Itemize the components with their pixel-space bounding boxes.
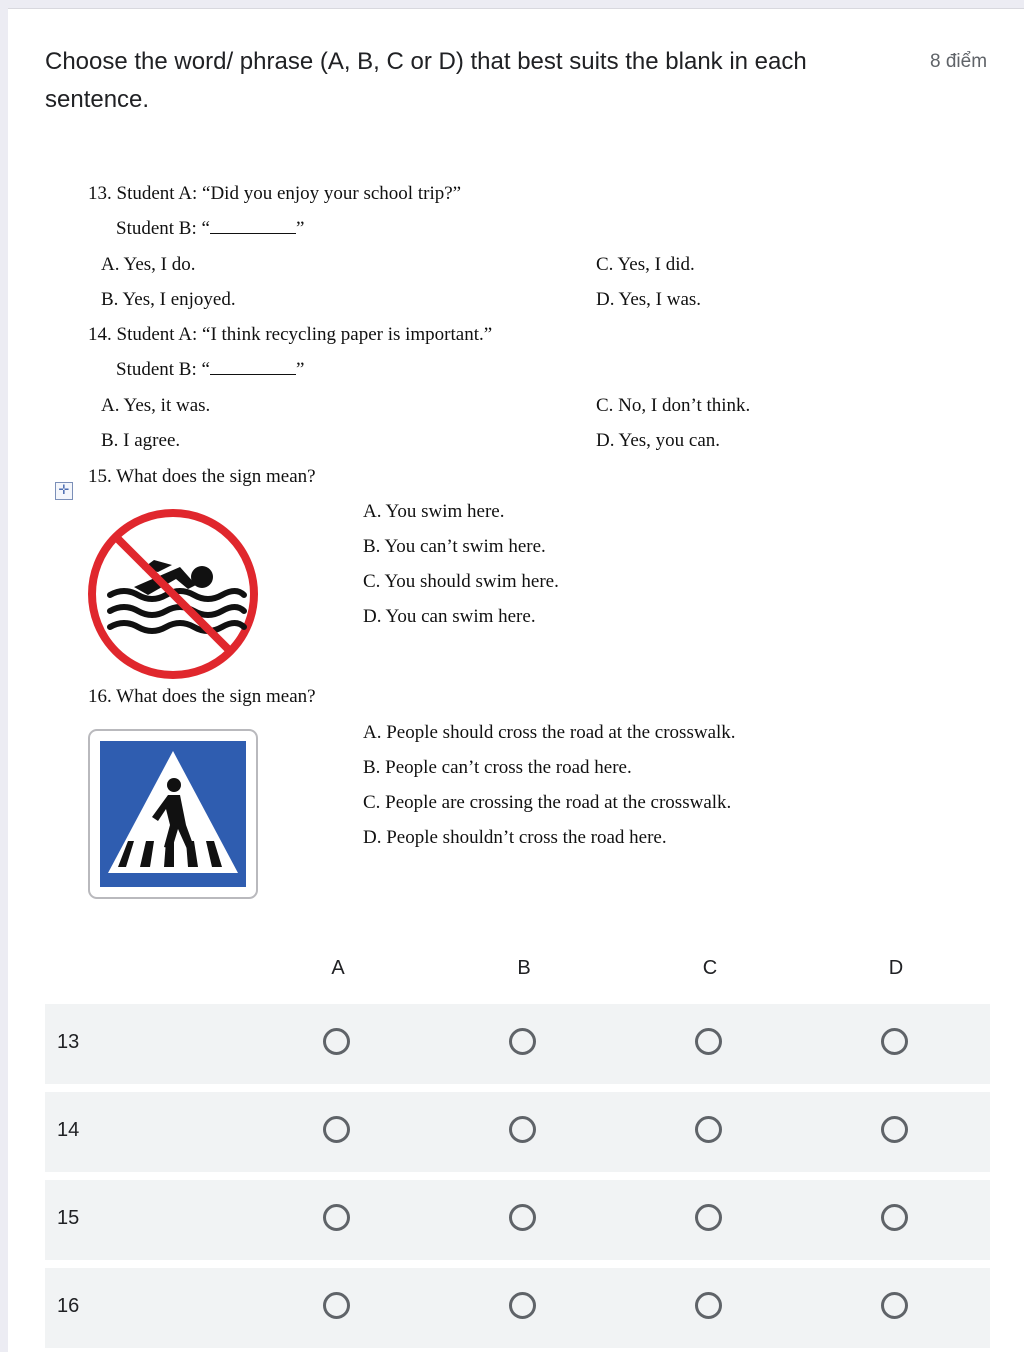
radio-15-c[interactable] [695,1204,722,1231]
q15-prompt: 15. What does the sign mean? [88,466,316,487]
q14-option-d: D. Yes, you can. [596,430,721,451]
radio-16-c[interactable] [695,1292,722,1319]
row-label: 14 [57,1119,80,1141]
row-label: 16 [57,1295,80,1317]
q13-option-a: A. Yes, I do. [101,254,196,275]
q14-option-c: C. No, I don’t think. [596,395,751,416]
question-title: Choose the word/ phrase (A, B, C or D) that best suits the blank in each sentence. [45,48,807,113]
radio-13-b[interactable] [509,1028,536,1055]
radio-15-d[interactable] [881,1204,908,1231]
question-card [8,8,1024,1352]
q16-prompt: 16. What does the sign mean? [88,686,316,707]
column-header-a: A [331,957,345,979]
points-label: 8 điểm [930,51,988,72]
pedestrian-crossing-sign [88,729,258,899]
row-label: 15 [57,1207,80,1229]
radio-15-b[interactable] [509,1204,536,1231]
q14-option-a: A. Yes, it was. [101,395,211,416]
column-header-b: B [517,957,531,979]
radio-14-b[interactable] [509,1116,536,1143]
q13-prompt: 13. Student A: “Did you enjoy your school trip?” [88,183,462,204]
q16-option-a: A. People should cross the road at the crosswalk. [363,722,736,743]
radio-13-d[interactable] [881,1028,908,1055]
q15-option-b: B. You can’t swim here. [363,536,546,557]
radio-16-b[interactable] [509,1292,536,1319]
q14-option-b: B. I agree. [101,430,181,451]
q14-student-b-suffix: ” [295,359,305,380]
q13-student-b-suffix: ” [295,218,305,239]
q13-option-c: C. Yes, I did. [596,254,695,275]
radio-15-a[interactable] [323,1204,350,1231]
q13-option-b: B. Yes, I enjoyed. [101,289,236,310]
radio-14-d[interactable] [881,1116,908,1143]
grid-row-15 [45,1180,990,1260]
grid-row-13 [45,1004,990,1084]
q16-option-c: C. People are crossing the road at the crosswalk. [363,792,732,813]
q16-option-b: B. People can’t cross the road here. [363,757,632,778]
radio-14-c[interactable] [695,1116,722,1143]
q13-option-d: D. Yes, I was. [596,289,702,310]
q13-student-b [116,218,304,240]
grid-row-16 [45,1268,990,1348]
q13-student-b-prefix: Student B: “ [116,218,210,239]
row-label: 13 [57,1031,80,1053]
q14-student-b-prefix: Student B: “ [116,359,210,380]
q16-option-d: D. People shouldn’t cross the road here. [363,827,667,848]
grid-row-14 [45,1092,990,1172]
radio-16-d[interactable] [881,1292,908,1319]
radio-13-c[interactable] [695,1028,722,1055]
radio-16-a[interactable] [323,1292,350,1319]
column-header-d: D [888,957,904,979]
column-header-c: C [702,957,718,979]
q14-prompt: 14. Student A: “I think recycling paper is important.” [88,324,493,345]
q15-option-c: C. You should swim here. [363,571,559,592]
q14-blank [210,360,296,375]
q15-option-a: A. You swim here. [363,501,505,522]
radio-14-a[interactable] [323,1116,350,1143]
move-anchor-icon: ✛ [55,482,73,500]
q15-option-d: D. You can swim here. [363,606,536,627]
radio-13-a[interactable] [323,1028,350,1055]
q14-student-b [116,359,304,381]
no-swimming-sign [84,505,262,683]
q13-blank [210,219,296,234]
